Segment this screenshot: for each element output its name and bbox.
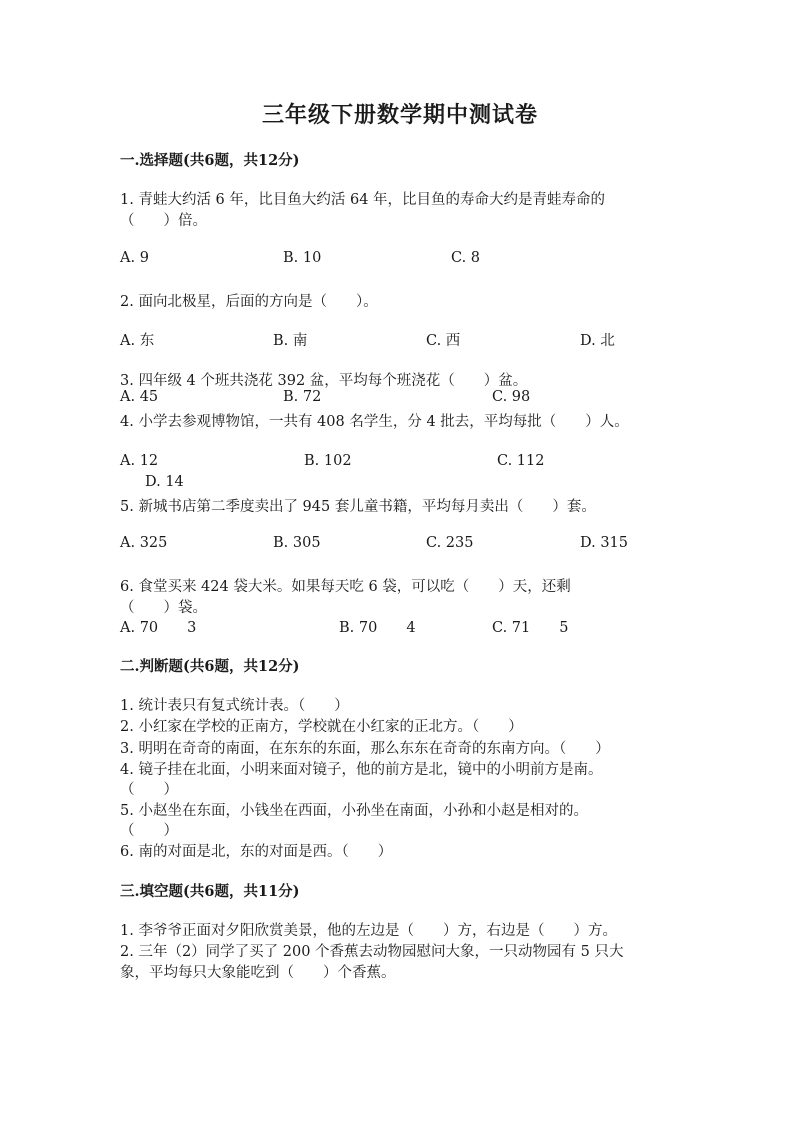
option-a: A. 325	[120, 535, 168, 551]
section-heading-choice: 一.选择题(共6题，共12分)	[120, 152, 300, 169]
option-c: C. 西	[426, 333, 461, 349]
question-text: （ ）	[120, 823, 178, 839]
option-c: C. 112	[497, 453, 545, 469]
question-text: 1. 李爷爷正面对夕阳欣赏美景，他的左边是（ ）方，右边是（ ）方。	[120, 923, 617, 939]
question-text: 1. 青蛙大约活 6 年，比目鱼大约活 64 年，比目鱼的寿命大约是青蛙寿命的	[120, 192, 606, 208]
question-text: 2. 面向北极星，后面的方向是（ ）。	[120, 294, 378, 310]
section-heading-fill: 三.填空题(共6题，共11分)	[120, 883, 300, 900]
option-a: A. 70 3	[120, 620, 197, 636]
question-text: 6. 食堂买来 424 袋大米。如果每天吃 6 袋，可以吃（ ）天，还剩	[120, 579, 571, 595]
option-b: B. 102	[304, 453, 352, 469]
option-b: B. 南	[273, 333, 308, 349]
question-text: 5. 小赵坐在东面，小钱坐在西面，小孙坐在南面，小孙和小赵是相对的。	[120, 803, 588, 819]
option-d: D. 14	[145, 474, 184, 490]
question-text: 4. 镜子挂在北面，小明来面对镜子，他的前方是北，镜中的小明前方是南。	[120, 762, 603, 778]
option-a: A. 东	[120, 333, 155, 349]
question-text: 2. 小红家在学校的正南方，学校就在小红家的正北方。（ ）	[120, 719, 523, 735]
question-text: 1. 统计表只有复式统计表。（ ）	[120, 698, 349, 714]
option-c: C. 8	[451, 250, 481, 266]
question-text: （ ）袋。	[120, 600, 207, 616]
option-a: A. 45	[120, 389, 159, 405]
option-c: C. 235	[426, 535, 474, 551]
option-d: D. 315	[580, 535, 629, 551]
option-a: A. 9	[120, 250, 149, 266]
question-text: 3. 明明在奇奇的南面，在东东的东面，那么东东在奇奇的东南方向。（ ）	[120, 741, 610, 757]
option-b: B. 305	[273, 535, 321, 551]
question-text: （ ）	[120, 782, 178, 798]
option-d: D. 北	[580, 333, 615, 349]
option-b: B. 10	[283, 250, 322, 266]
question-text: 4. 小学去参观博物馆，一共有 408 名学生，分 4 批去，平均每批（ ）人。	[120, 414, 629, 430]
question-text: 3. 四年级 4 个班共浇花 392 盆，平均每个班浇花（ ）盆。	[120, 373, 528, 389]
question-text: 象，平均每只大象能吃到（ ）个香蕉。	[120, 965, 396, 981]
question-text: 5. 新城书店第二季度卖出了 945 套儿童书籍，平均每月卖出（ ）套。	[120, 499, 596, 515]
question-text: （ ）倍。	[120, 213, 207, 229]
option-a: A. 12	[120, 453, 159, 469]
option-b: B. 70 4	[339, 620, 416, 636]
option-c: C. 98	[492, 389, 531, 405]
section-heading-judge: 二.判断题(共6题，共12分)	[120, 658, 300, 675]
option-c: C. 71 5	[492, 620, 569, 636]
question-text: 2. 三年（2）同学了买了 200 个香蕉去动物园慰问大象，一只动物园有 5 只大	[120, 944, 624, 960]
option-b: B. 72	[283, 389, 322, 405]
page-title: 三年级下册数学期中测试卷	[261, 102, 538, 128]
question-text: 6. 南的对面是北，东的对面是西。（ ）	[120, 844, 393, 860]
